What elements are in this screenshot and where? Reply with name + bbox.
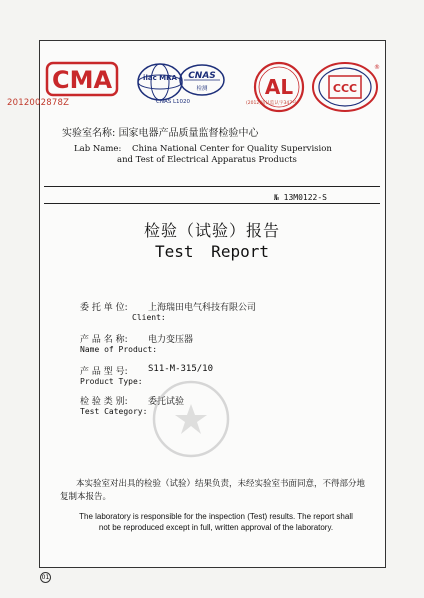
lab-label-cn: 实验室名称: [62, 128, 116, 139]
lab-name-en [62, 144, 332, 165]
lab-value-cn: 国家电器产品质量监督检验中心 [118, 128, 259, 139]
field-value: 电力变压器 [148, 335, 194, 345]
svg-text:CMA: CMA [51, 66, 113, 94]
divider-bottom [44, 203, 380, 204]
field-product-name [80, 332, 194, 354]
svg-text:检测: 检测 [196, 86, 208, 92]
notice-cn: 本实验室对出具的检验（试验）结果负责，未经实验室书面同意，不得部分地复制本报告。 [60, 479, 366, 502]
field-label-en: Test Category: [80, 407, 148, 416]
svg-text:CCC: CCC [332, 82, 358, 95]
field-client [80, 300, 257, 322]
svg-text:CNAS: CNAS [188, 71, 216, 81]
official-stamp-icon [150, 378, 232, 460]
lab-value-en-line2: and Test of Electrical Apparatus Products [117, 154, 297, 165]
svg-text:ilac MRA: ilac MRA [143, 74, 177, 82]
report-number: № 13M0122-S [274, 193, 327, 202]
lab-value-en-line1: China National Center for Quality Supervision [132, 144, 332, 154]
field-label-cn: 检 验 类 别: [80, 397, 128, 407]
svg-text:®: ® [374, 64, 380, 71]
logo-row [44, 54, 380, 120]
ccc-seal-icon [311, 60, 379, 114]
field-test-category [80, 394, 185, 416]
lab-name-cn [62, 128, 259, 140]
cnas-number: CNAS L1020 [156, 99, 191, 105]
page-corner-mark: 01 [41, 574, 50, 581]
notice-en [50, 512, 382, 533]
cma-seal-icon [46, 62, 118, 96]
page-title-en: Test Report [155, 242, 269, 261]
svg-text:AL: AL [264, 75, 294, 99]
field-label-en: Name of Product: [80, 345, 158, 354]
field-label-cn: 产 品 名 称: [80, 335, 128, 345]
field-value: 上海瑞田电气科技有限公司 [148, 303, 257, 313]
al-number: (2012)质认监认字347号 [246, 101, 297, 106]
page-title-cn: 检验（试验）报告 [143, 221, 280, 240]
field-label-cn: 委 托 单 位: [80, 303, 128, 313]
lab-label-en: Lab Name: [74, 144, 122, 154]
field-product-type [80, 364, 214, 386]
field-label-en: Product Type: [80, 377, 143, 386]
cma-number: 2012002878Z [7, 98, 70, 108]
notice-en-line1: The laboratory is responsible for the inspection (Test) results. The report shall [79, 512, 353, 521]
field-label-cn: 产 品 型 号: [80, 367, 128, 377]
field-value: S11-M-315/10 [148, 364, 214, 374]
divider-top [44, 186, 380, 187]
field-label-en: Client: [132, 313, 166, 322]
field-value: 委托试验 [148, 397, 185, 407]
notice-en-line2: not be reproduced except in full, written approval of the laboratory. [98, 522, 334, 532]
